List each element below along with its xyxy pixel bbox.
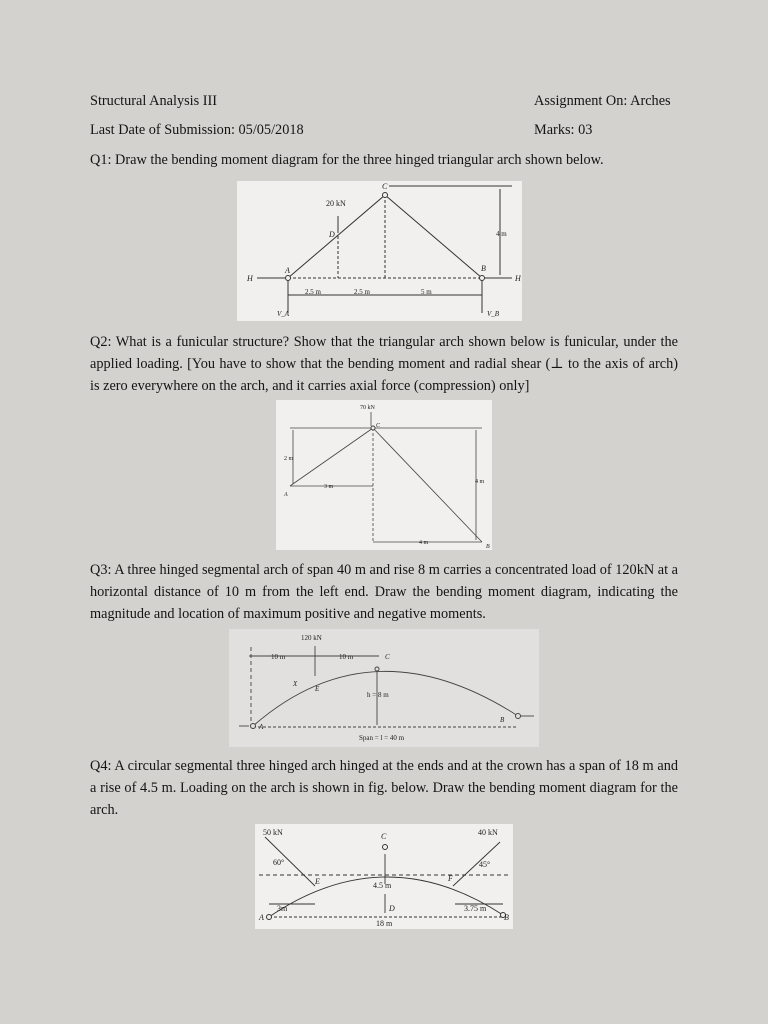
- fig1-dim-3: 5 m: [421, 288, 432, 296]
- fig1-dim-1: 2.5 m: [305, 288, 321, 296]
- fig2-right-span: 4 m: [419, 540, 429, 546]
- fig4-right-load: 40 kN: [478, 828, 498, 837]
- fig4-label-f: F: [448, 874, 453, 883]
- fig2-right-height: 4 m: [475, 479, 485, 485]
- fig3-span-label: Span = l = 40 m: [359, 734, 405, 742]
- fig3-dim-1: 10 m: [271, 653, 286, 661]
- question-4: Q4: A circular segmental three hinged arch hinged at the ends and at the crown has a span of 18 m and a rise of 4.5 m. Loading on the arch is shown in fig. below. Draw the bending moment diagram for the arch.: [90, 758, 678, 818]
- fig4-left-angle: 60°: [273, 858, 285, 867]
- fig1-label-b: B: [481, 264, 486, 273]
- fig3-dim-2: 10 m: [339, 653, 354, 661]
- fig3-label-e: E: [315, 685, 320, 693]
- assignment-title: Assignment On: Arches: [534, 93, 671, 109]
- fig1-load-label: 20 kN: [326, 199, 346, 208]
- figure-q4-circular-arch: [255, 824, 513, 929]
- fig3-label-x: X: [293, 680, 298, 688]
- course-title: Structural Analysis III: [90, 93, 218, 109]
- fig4-label-b: B: [504, 913, 509, 922]
- question-2: Q2: What is a funicular structure? Show that the triangular arch shown below is funicular, under the applied loading. [You have to show that the bending moment and radial shear (⊥ to the axis of arch) is zero everywhere on the arch, and it carries axial force (compression) only]: [90, 334, 678, 394]
- fig2-label-b: B: [486, 544, 490, 550]
- figure-q2-funicular-arch: [276, 400, 492, 550]
- fig3-label-b: B: [500, 716, 505, 724]
- fig1-label-vb: V_B: [487, 310, 500, 318]
- submission-date: Last Date of Submission: 05/05/2018: [90, 122, 304, 138]
- fig1-label-c: C: [382, 182, 388, 191]
- fig4-left-load: 50 kN: [263, 828, 283, 837]
- fig3-rise-label: h = 8 m: [367, 691, 389, 699]
- fig2-load-label: 70 kN: [360, 405, 375, 411]
- fig4-label-c: C: [381, 832, 387, 841]
- fig1-label-d: D: [329, 230, 335, 239]
- fig3-label-a: A: [259, 723, 264, 731]
- fig2-left-height: 2 m: [284, 456, 294, 462]
- fig2-label-a: A: [284, 492, 288, 498]
- question-3: Q3: A three hinged segmental arch of span 40 m and rise 8 m carries a concentrated load of 120kN at a horizontal distance of 10 m from the left end. Draw the bending moment diagram, indicating the magnitude and location of maximum positive and negative moments.: [90, 562, 678, 622]
- fig4-span-label: 18 m: [376, 919, 393, 928]
- fig1-label-h-left: H: [247, 274, 253, 283]
- fig4-right-dim: 3.75 m: [464, 904, 487, 913]
- fig4-label-d: D: [389, 904, 395, 913]
- fig4-right-angle: 45°: [479, 860, 491, 869]
- fig1-rise-label: 4 m: [496, 230, 507, 238]
- fig1-dim-2: 2.5 m: [354, 288, 370, 296]
- question-1: Q1: Draw the bending moment diagram for the three hinged triangular arch shown below.: [90, 152, 604, 168]
- fig1-label-va: V_A: [277, 310, 290, 318]
- marks: Marks: 03: [534, 122, 593, 138]
- figure-q1-triangular-arch: [237, 181, 522, 321]
- figure-q3-segmental-arch: [229, 629, 539, 747]
- fig4-label-a: A: [259, 913, 264, 922]
- fig4-left-dim: 3m: [277, 904, 288, 913]
- fig1-label-h-right: H: [515, 274, 521, 283]
- fig1-label-a: A: [285, 266, 290, 275]
- fig2-left-span: 3 m: [324, 484, 334, 490]
- fig2-label-c: C: [376, 423, 381, 429]
- fig4-label-e: E: [315, 877, 320, 886]
- fig4-rise-label: 4.5 m: [373, 881, 392, 890]
- fig3-label-c: C: [385, 653, 390, 661]
- fig3-load-label: 120 kN: [301, 634, 322, 642]
